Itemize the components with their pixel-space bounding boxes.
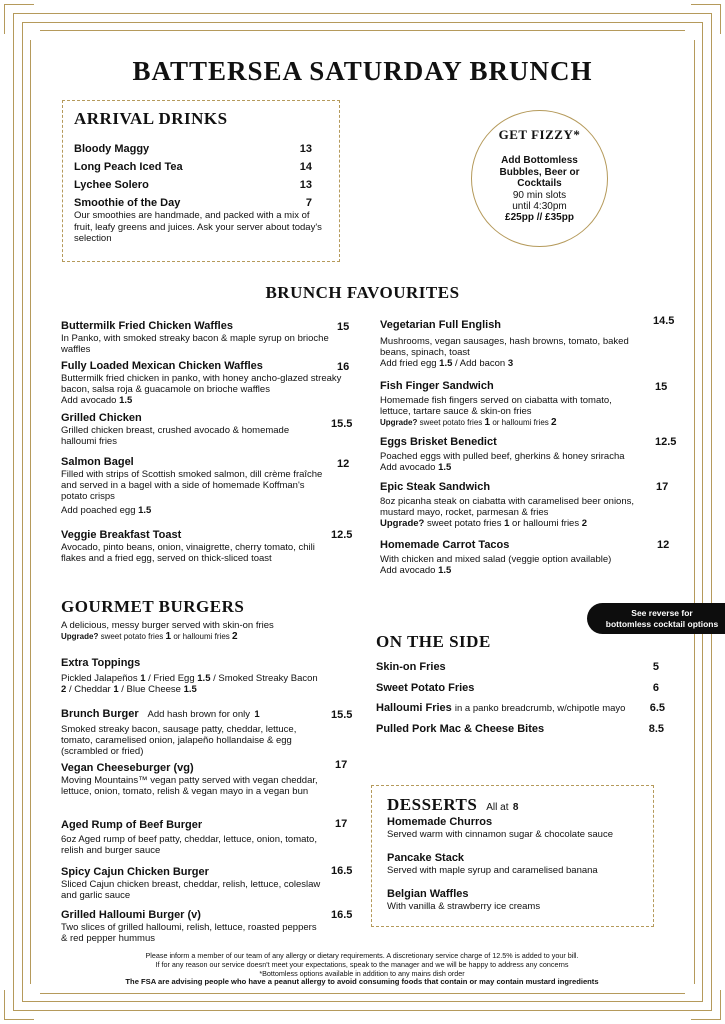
corner-ornament [691,990,721,1020]
smoothie-note: Our smoothies are handmade, and packed with a mix of fruit, leafy greens and juices. Ask your server about today's selection [74,210,322,244]
drink-item: Smoothie of the Day 7 [74,197,312,209]
upgrade-text: sweet potato fries [426,518,502,529]
item-price: 15.5 [331,418,353,430]
dessert-desc: Served warm with cinnamon sugar & chocolate sauce [387,829,614,840]
menu-item [380,319,645,369]
dessert-desc: Served with maple syrup and caramelised banana [387,865,598,876]
menu-item [61,529,323,564]
addon-label: / Add bacon [455,358,506,369]
topping: / Fried Egg [148,673,195,684]
side-price: 8.5 [648,723,664,735]
addon-label: Add poached egg [61,505,136,516]
topping-price: 2 [61,684,67,695]
fizzy-text: until 4:30pm [512,200,567,212]
menu-item [61,866,321,901]
menu-item [380,481,640,529]
item-desc: Two slices of grilled halloumi, relish, lettuce, roasted peppers & red pepper hummus [61,922,317,944]
drink-item: Lychee Solero 13 [74,179,312,191]
item-desc: Homemade fish fingers served on ciabatta with tomato, lettuce, tartare sauce & skin-on fries [380,395,612,417]
menu-item [61,320,341,355]
item-price: 12 [657,539,670,551]
topping: Pickled Jalapeños [61,673,138,684]
arrival-drinks-heading: ARRIVAL DRINKS [74,109,228,128]
addon-label: Add fried egg [380,358,437,369]
upgrade-text: sweet potato fries [419,418,483,427]
side-name: Skin-on Fries [376,661,446,673]
menu-item [61,819,321,856]
item-name: Grilled Chicken [61,412,142,424]
item-note: Add hash brown for only [147,709,250,720]
dessert-desc: With vanilla & strawberry ice creams [387,901,541,912]
upgrade-price: 2 [581,518,588,529]
item-desc: Sliced Cajun chicken breast, cheddar, relish, lettuce, coleslaw and garlic sauce [61,879,321,901]
fizzy-text: Add Bottomless [501,155,578,166]
upgrade-price: 2 [232,631,238,642]
topping: / Cheddar [68,684,111,695]
addon-label: Add avocado [380,462,436,473]
addon-price: 1.5 [438,462,452,473]
deco-line [40,993,685,994]
item-price: 17 [335,818,348,830]
item-desc: Grilled chicken breast, crushed avocado & homemade halloumi fries [61,425,290,447]
brunch-favourites-heading: BRUNCH FAVOURITES [265,283,460,302]
item-name: Fish Finger Sandwich [380,380,494,392]
side-name: Halloumi Fries [376,702,452,714]
item-name: Buttermilk Fried Chicken Waffles [61,320,233,332]
fizzy-text: Bubbles, Beer or [499,166,580,178]
reverse-note-text: bottomless cocktail options [605,618,719,629]
addon-price: 1.5 [438,565,452,576]
topping: / Smoked Streaky Bacon [213,673,318,684]
upgrade-text: or halloumi fries [492,418,549,427]
upgrade-price: 1 [484,417,491,428]
burgers-intro: A delicious, messy burger served with skin-on fries [61,620,274,631]
item-name: Vegetarian Full English [380,319,502,331]
footer-notes [62,952,662,987]
item-name: Grilled Halloumi Burger (v) [61,909,201,921]
side-item [376,682,666,694]
topping-price: 1.5 [197,673,211,684]
fizzy-title: GET FIZZY* [498,127,581,142]
deco-line [40,30,685,31]
item-price: 12.5 [655,436,677,448]
item-price: 17 [335,759,348,771]
corner-ornament [691,4,721,34]
menu-item [61,456,331,516]
get-fizzy-badge [471,110,608,247]
item-desc: 6oz Aged rump of beef patty, cheddar, lettuce, onion, tomato, relish and burger sauce [61,834,317,856]
item-name: Vegan Cheeseburger (vg) [61,762,194,774]
item-name: Brunch Burger [61,708,139,720]
upgrade-label: Upgrade? [61,632,99,641]
topping-price: 1.5 [183,684,197,695]
item-name: Epic Steak Sandwich [380,481,491,493]
deco-line [694,40,695,984]
topping-price: 1 [113,684,119,695]
item-price: 12.5 [331,529,353,541]
item-name: Aged Rump of Beef Burger [61,819,203,831]
deco-line [30,40,31,984]
item-price: 16 [337,361,350,373]
addon-price: 1.5 [119,395,133,406]
corner-ornament [4,4,34,34]
footer-line: If for any reason our service doesn't meet your expectations, speak to the manager and we will be happy to address any concerns [155,959,569,969]
side-name: Pulled Pork Mac & Cheese Bites [376,723,545,735]
menu-item [61,704,326,757]
toppings-list [61,673,321,695]
addon-label: Add avocado [380,565,436,576]
menu-item [61,412,323,447]
drink-item: Bloody Maggy 13 [74,143,312,155]
item-price: 16.5 [331,909,353,921]
footer-line: Please inform a member of our team of any allergy or dietary requirements. A discretionary service charge of 12.5% is added to your bill. [145,951,579,960]
desserts-heading: DESSERTS [387,795,478,814]
menu-item [61,909,321,944]
item-desc: Moving Mountains™ vegan patty served with vegan cheddar, lettuce, onion, tomato, relish & vegan mayo in a vegan bun [61,775,318,797]
side-item [376,661,666,673]
addon-price: 3 [507,358,514,369]
fizzy-text: 90 min slots [512,189,567,201]
menu-item [61,762,326,797]
addon-price: 1.5 [138,505,152,516]
upgrade-price: 1 [165,631,172,642]
item-price: 15 [337,321,350,333]
side-price: 6.5 [649,702,665,714]
menu-item [380,539,650,576]
corner-ornament [4,990,34,1020]
menu-item [380,436,655,473]
menu-item [380,380,640,428]
upgrade-label: Upgrade? [380,518,425,529]
item-name: Salmon Bagel [61,456,134,468]
burgers-upgrade [61,631,341,642]
item-desc: Avocado, pinto beans, onion, vinaigrette, cherry tomato, chili flakes and a fried egg, served on thick-sliced toast [61,542,315,564]
toppings-title: Extra Toppings [61,657,141,669]
footer-line: *Bottomless options available in addition to any mains dish order [259,968,465,978]
see-reverse-note [587,603,725,634]
item-note-price: 1 [254,709,260,720]
item-desc: Smoked streaky bacon, sausage patty, cheddar, lettuce, tomato, caramelised onion, jalapeño hollandaise & egg (scrambled or fried) [61,724,297,757]
addon-price: 1.5 [439,358,453,369]
menu-title: BATTERSEA SATURDAY BRUNCH [132,56,593,86]
side-item [376,702,666,714]
side-price: 5 [652,661,659,673]
menu-item [61,360,343,406]
dessert-name: Belgian Waffles [387,888,469,900]
item-price: 15 [655,381,668,393]
item-desc: Mushrooms, vegan sausages, hash browns, tomato, baked beans, spinach, toast [380,336,629,358]
drink-item: Long Peach Iced Tea 14 [74,161,312,173]
gourmet-burgers-heading: GOURMET BURGERS [61,597,245,616]
desserts-box [371,785,654,927]
item-name: Spicy Cajun Chicken Burger [61,866,209,878]
desserts-price: 8 [512,802,519,813]
arrival-drinks-box [62,100,340,262]
upgrade-text: or halloumi fries [512,518,580,529]
topping-price: 1 [140,673,146,684]
item-price: 12 [337,458,350,470]
dessert-name: Homemade Churros [387,816,493,828]
item-desc: Filled with strips of Scottish smoked salmon, dill crème fraîche and served in a bagel with a side of homemade Koffman's potato crisps [61,469,323,502]
addon-label: Add avocado [61,395,117,406]
item-desc: In Panko, with smoked streaky bacon & maple syrup on brioche waffles [61,333,329,355]
item-name: Eggs Brisket Benedict [380,436,497,448]
item-desc: Poached eggs with pulled beef, gherkins & honey sriracha [380,451,625,462]
desserts-all-at: All at [486,802,509,813]
upgrade-label: Upgrade? [380,418,418,427]
item-price: 15.5 [331,709,353,721]
upgrade-text: sweet potato fries [100,632,164,641]
side-extra: in a panko breadcrumb, w/chipotle mayo [454,703,626,714]
upgrade-text: or halloumi fries [173,632,230,641]
topping: / Blue Cheese [121,684,181,695]
fsa-warning: The FSA are advising people who have a peanut allergy to avoid consuming foods that contain or may contain mustard ingredients [125,977,599,987]
item-name: Homemade Carrot Tacos [380,539,510,551]
on-the-side-heading: ON THE SIDE [376,632,491,651]
upgrade-price: 1 [504,518,510,529]
upgrade-price: 2 [551,417,557,428]
side-price: 6 [652,682,659,694]
item-price: 17 [656,481,669,493]
dessert-name: Pancake Stack [387,852,465,864]
extra-toppings [61,657,321,695]
fizzy-prices: £25pp // £35pp [505,211,574,223]
fizzy-text: Cocktails [517,178,562,189]
item-price: 14.5 [653,315,675,327]
item-name: Veggie Breakfast Toast [61,529,182,541]
reverse-note-text: See reverse for [631,608,693,618]
item-price: 16.5 [331,865,353,877]
side-item [376,723,666,735]
item-desc: Buttermilk fried chicken in panko, with honey ancho-glazed streaky bacon, salsa roja & guacamole on brioche waffles [61,373,342,395]
item-desc: With chicken and mixed salad (veggie option available) [380,554,612,565]
side-name: Sweet Potato Fries [376,682,475,694]
item-name: Fully Loaded Mexican Chicken Waffles [61,360,263,372]
item-desc: 8oz picanha steak on ciabatta with caramelised beer onions, mustard mayo, rocket, parmesan & fries [380,496,635,518]
